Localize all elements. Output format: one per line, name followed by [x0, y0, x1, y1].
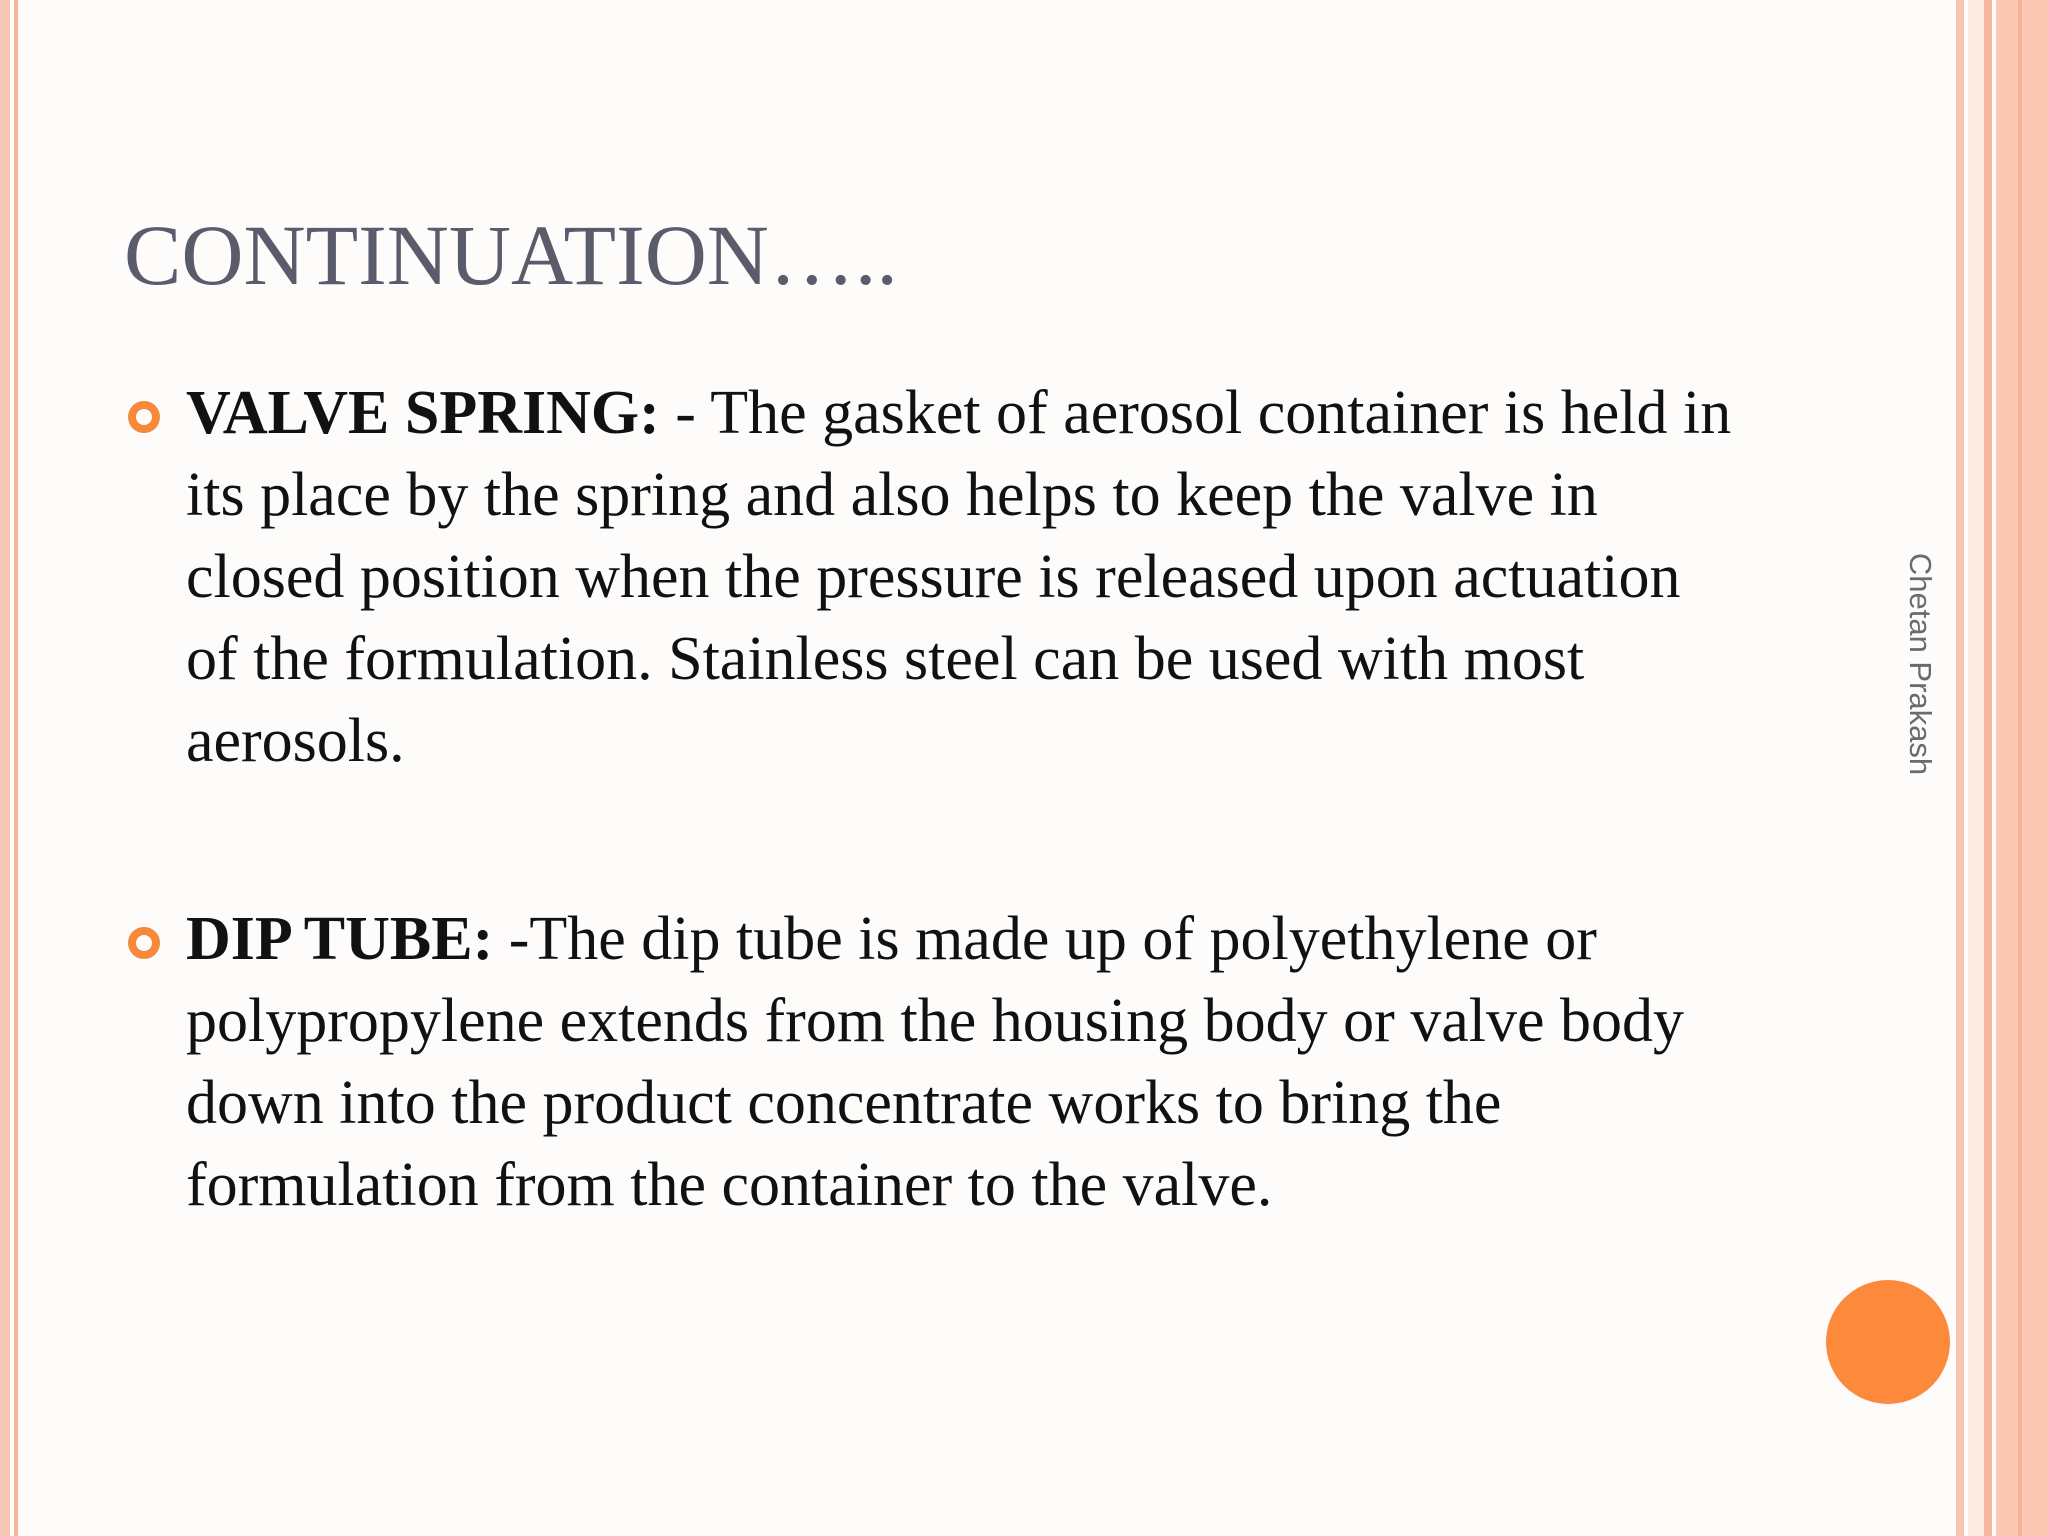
- bullet-text: - The gasket of aerosol container is held in its place by the spring and also helps to keep the valve in closed position when the pressure is released upon actuation of the formulation. Stainless steel can be used with most aerosols.: [186, 379, 1732, 775]
- bullet-text: -The dip tube is made up of polyethylene or polypropylene extends from the housing body or valve body down into the product concentrate works to bring the formulation from the container to the valve.: [186, 905, 1685, 1219]
- left-border-stripe-inner: [14, 0, 18, 1536]
- bullet-term: VALVE SPRING:: [186, 379, 660, 447]
- right-border-stripe: [1956, 0, 1964, 1536]
- slide-title: CONTINUATION…..: [124, 207, 898, 303]
- orange-circle-decoration: [1826, 1280, 1950, 1404]
- bullet-dip-tube: [186, 898, 1746, 1226]
- left-border-stripe: [0, 0, 10, 1536]
- ring-bullet-icon: [128, 927, 160, 959]
- ring-bullet-icon: [128, 401, 160, 433]
- right-border-band: [1996, 0, 2048, 1536]
- right-border-band-line: [2018, 0, 2022, 1536]
- bullet-valve-spring: [186, 372, 1746, 782]
- bullet-term: DIP TUBE:: [186, 905, 494, 973]
- right-border-stripe-mid: [1984, 0, 1992, 1536]
- author-name: Chetan Prakash: [1903, 552, 1938, 776]
- right-border-stripe-light: [1968, 0, 1984, 1536]
